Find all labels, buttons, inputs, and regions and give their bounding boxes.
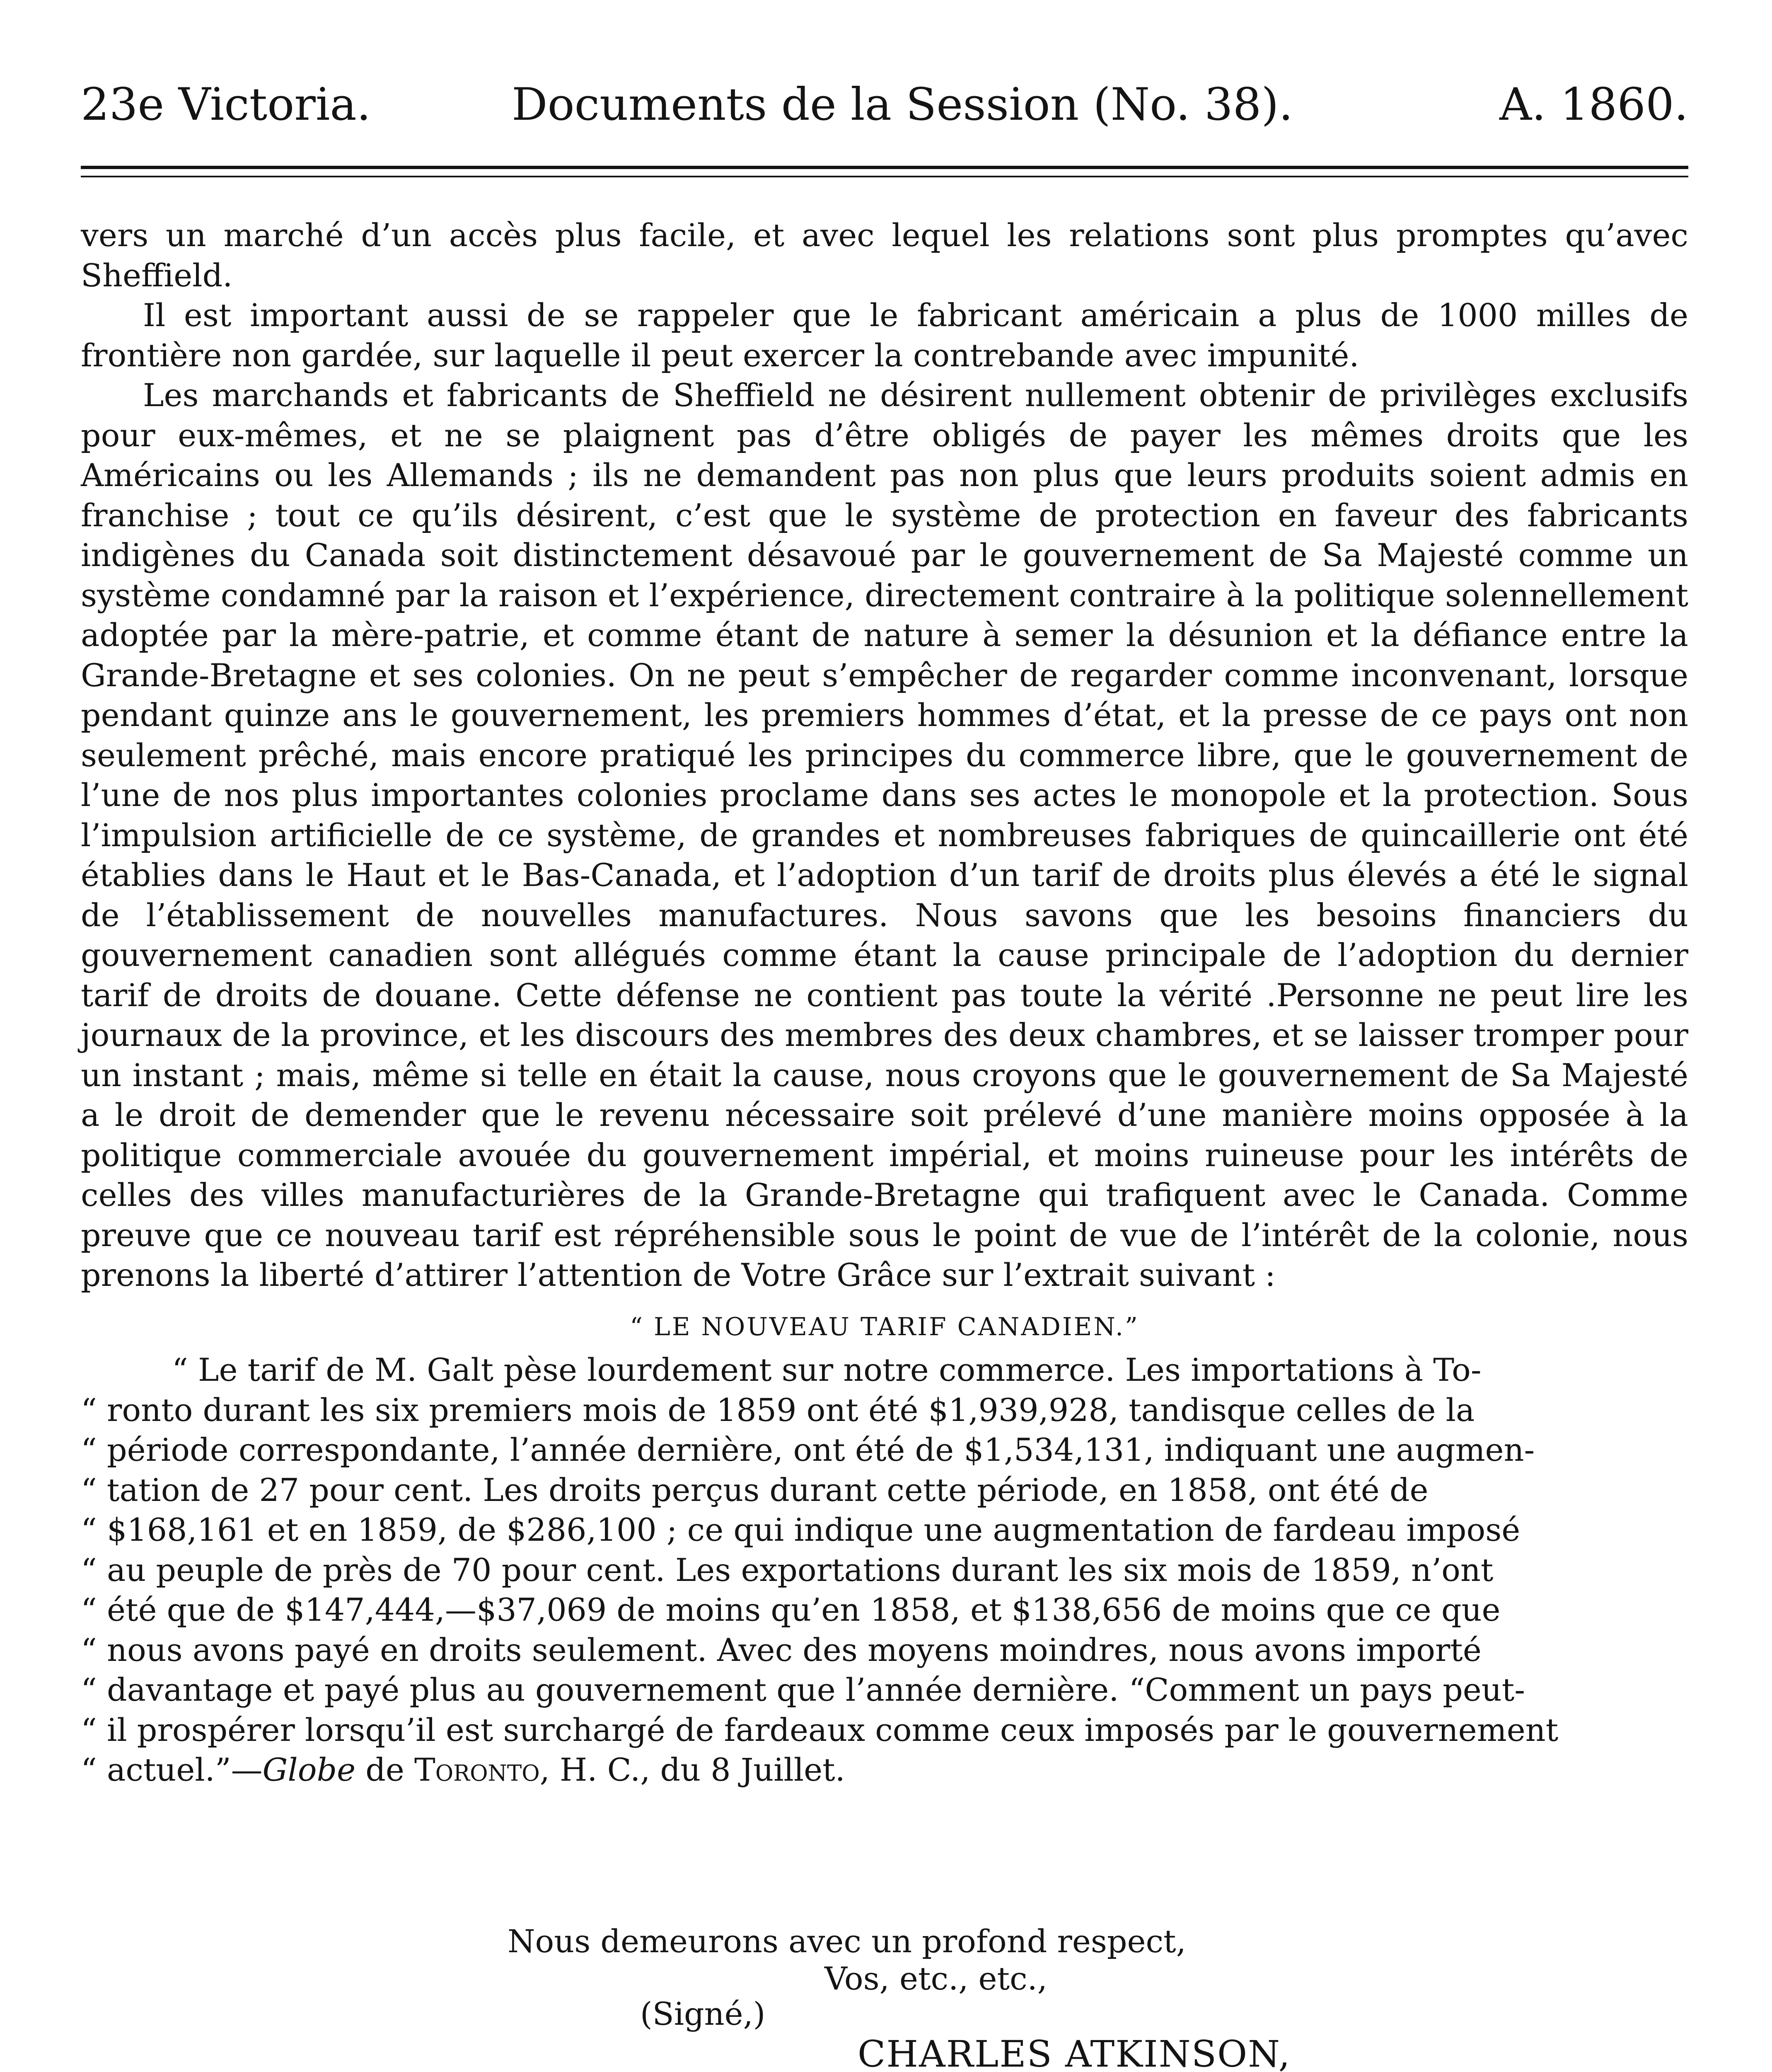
header-year: A. 1860. bbox=[1499, 79, 1688, 131]
closing-signe: (Signé,) bbox=[640, 1995, 766, 2032]
quote-line: “ été que de $147,444,—$37,069 de moins qu’en 1858, et $138,656 de moins que ce que bbox=[81, 1591, 1501, 1628]
quote-source-line bbox=[81, 1750, 1688, 1790]
quote-line: “ Le tarif de M. Galt pèse lourdement sur notre commerce. Les importations à To- bbox=[172, 1351, 1482, 1388]
signatory-name: CHARLES ATKINSON, bbox=[858, 2033, 1291, 2072]
source-date: , H. C., du 8 Juillet. bbox=[539, 1751, 845, 1788]
closing-respect: Nous demeurons avec un profond respect, bbox=[508, 1923, 1186, 1960]
header-rule-thin bbox=[81, 176, 1688, 177]
quote-title: “ LE NOUVEAU TARIF CANADIEN.” bbox=[630, 1312, 1139, 1341]
header-session: Documents de la Session (No. 38). bbox=[512, 79, 1293, 131]
running-header bbox=[81, 79, 1688, 137]
quote-line: “ ronto durant les six premiers mois de 1859 ont été $1,939,928, tandisque celles de la bbox=[81, 1391, 1475, 1428]
body-text bbox=[81, 215, 1688, 1790]
quote-line: “ nous avons payé en droits seulement. Avec des moyens moindres, nous avons importé bbox=[81, 1631, 1482, 1668]
source-city: Toronto bbox=[414, 1751, 540, 1788]
header-rule-thick bbox=[81, 166, 1688, 169]
quote-line: “ au peuple de près de 70 pour cent. Les exportations durant les six mois de 1859, n’ont bbox=[81, 1551, 1494, 1588]
paragraph-1: vers un marché d’un accès plus facile, et avec lequel les relations sont plus promptes qu’avec Sheffield. bbox=[81, 217, 1688, 294]
quote-line: “ période correspondante, l’année dernière, ont été de $1,534,131, indiquant une augmen- bbox=[81, 1431, 1535, 1468]
quote-end: “ actuel.”— bbox=[81, 1751, 263, 1788]
header-volume: 23e Victoria. bbox=[81, 79, 371, 131]
quote-line: “ davantage et payé plus au gouvernement que l’année dernière. “Comment un pays peut- bbox=[81, 1671, 1525, 1708]
paragraph-2: Il est important aussi de se rappeler que le fabricant américain a plus de 1000 milles de frontière non gardée, sur laquelle il peut exercer la contrebande avec impunité. bbox=[81, 297, 1688, 374]
closing-etc: Vos, etc., etc., bbox=[824, 1960, 1047, 1997]
newspaper-quote bbox=[81, 1350, 1688, 1790]
paragraph-3: Les marchands et fabricants de Sheffield ne désirent nullement obtenir de privilèges exclusifs pour eux-mêmes, et ne se plaignent pas d’être obligés de payer les mêmes droits que les Américains ou les Allemands ; ils ne demandent pas non plus que leurs produits soient admis en franchise ; tout ce qu’ils désirent, c’est que le système de protection en faveur des fabricants indigènes du Canada soit distinctement désavoué par le gouvernement de Sa Majesté comme un système condamné par la raison et l’expérience, directement contraire à la politique solennellement adoptée par la mère-patrie, et comme étant de nature à semer la désunion et la défiance entre la Grande-Bretagne et ses colonies. On ne peut s’empêcher de regarder comme inconvenant, lorsque pendant quinze ans le gouvernement, les premiers hommes d’état, et la presse de ce pays ont non seulement prêché, mais encore pratiqué les principes du commerce libre, que le gouvernement de l’une de nos plus importantes colonies proclame dans ses actes le monopole et la protection. Sous l’impulsion artificielle de ce système, de grandes et nombreuses fabriques de quincaillerie ont été établies dans le Haut et le Bas-Canada, et l’adoption d’un tarif de droits plus élevés a été le signal de l’établissement de nouvelles manufactures. Nous savons que les besoins financiers du gouvernement canadien sont allégués comme étant la cause principale de l’adoption du dernier tarif de droits de douane. Cette défense ne contient pas toute la vérité .Personne ne peut lire les journaux de la province, et les discours des membres des deux chambres, et se laisser tromper pour un instant ; mais, même si telle en était la cause, nous croyons que le gouvernement de Sa Majesté a le droit de demender que le revenu nécessaire soit prélevé d’une manière moins opposée à la politique commerciale avouée du gouvernement impérial, et moins ruineuse pour les intérêts de celles des villes manufacturières de la Grande-Bretagne qui trafiquent avec le Canada. Comme preuve que ce nouveau tarif est répréhensible sous le point de vue de l’intérêt de la colonie, nous prenons la liberté d’attirer l’attention de Votre Grâce sur l’extrait suivant : bbox=[81, 377, 1688, 1293]
source-newspaper: Globe bbox=[262, 1751, 356, 1788]
source-de: de bbox=[355, 1751, 415, 1788]
quote-line: “ il prospérer lorsqu’il est surchargé de fardeaux comme ceux imposés par le gouvernement bbox=[81, 1711, 1559, 1748]
quote-line: “ $168,161 et en 1859, de $286,100 ; ce qui indique une augmentation de fardeau imposé bbox=[81, 1511, 1521, 1548]
quote-line: “ tation de 27 pour cent. Les droits perçus durant cette période, en 1858, ont été de bbox=[81, 1471, 1429, 1508]
signature-block bbox=[0, 1923, 1772, 2072]
